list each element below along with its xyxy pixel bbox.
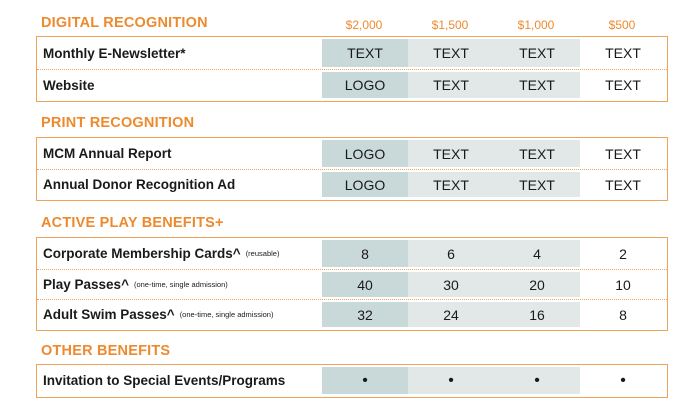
table-print [36,137,668,201]
table-row [37,138,667,169]
section-title-active-play: ACTIVE PLAY BENEFITS+ [41,215,224,231]
cell-value: TEXT [580,72,666,98]
cell-value: 30 [408,272,494,297]
section-title-other: OTHER BENEFITS [41,343,171,359]
table-other [36,364,668,398]
cell-value: 2 [580,240,666,267]
cell-value: TEXT [580,172,666,197]
cell-value: 32 [322,302,408,327]
row-label: MCM Annual Report [43,146,172,161]
row-label: Monthly E-Newsletter* [43,45,186,61]
cell-value: 16 [494,302,580,327]
cell-value: TEXT [494,172,580,197]
row-label: Annual Donor Recognition Ad [43,177,236,192]
cell-value: 8 [580,302,666,327]
table-row [37,365,667,396]
bullet-icon: • [580,367,666,394]
row-label: Play Passes^ (one-time, single admission) [43,277,228,292]
cell-value: 8 [322,240,408,267]
cell-value: 10 [580,272,666,297]
cell-value: 6 [408,240,494,267]
tier-header-1000: $1,000 [517,18,555,32]
cell-value: TEXT [580,39,666,67]
bullet-icon: • [322,367,408,394]
cell-value: 24 [408,302,494,327]
table-row [37,269,667,299]
table-row [37,69,667,100]
table-row [37,37,667,69]
row-label: Corporate Membership Cards^ (reusable) [43,246,280,261]
cell-value: LOGO [322,172,408,197]
cell-value: TEXT [408,39,494,67]
row-note: (one-time, single admission) [179,310,274,319]
cell-value: TEXT [408,140,494,167]
tier-header-1500: $1,500 [431,18,469,32]
cell-value: TEXT [494,72,580,98]
section-title-digital: DIGITAL RECOGNITION [41,15,208,31]
cell-value: LOGO [322,72,408,98]
cell-value: TEXT [322,39,408,67]
row-note: (one-time, single admission) [133,280,228,289]
table-active-play [36,237,668,331]
cell-value: 20 [494,272,580,297]
cell-value: TEXT [494,140,580,167]
table-row [37,238,667,269]
cell-value: TEXT [580,140,666,167]
tier-header-2000: $2,000 [345,18,383,32]
row-label: Adult Swim Passes^ (one-time, single admission) [43,307,274,322]
section-title-print: PRINT RECOGNITION [41,115,195,131]
row-note: (reusable) [245,249,280,258]
row-label: Website [43,77,95,93]
table-row [37,169,667,199]
cell-value: TEXT [408,172,494,197]
table-digital [36,36,668,102]
cell-value: LOGO [322,140,408,167]
tier-header-500: $500 [608,18,636,32]
cell-value: 4 [494,240,580,267]
bullet-icon: • [408,367,494,394]
cell-value: 40 [322,272,408,297]
cell-value: TEXT [494,39,580,67]
cell-value: TEXT [408,72,494,98]
table-row [37,299,667,329]
row-label: Invitation to Special Events/Programs [43,373,286,388]
bullet-icon: • [494,367,580,394]
